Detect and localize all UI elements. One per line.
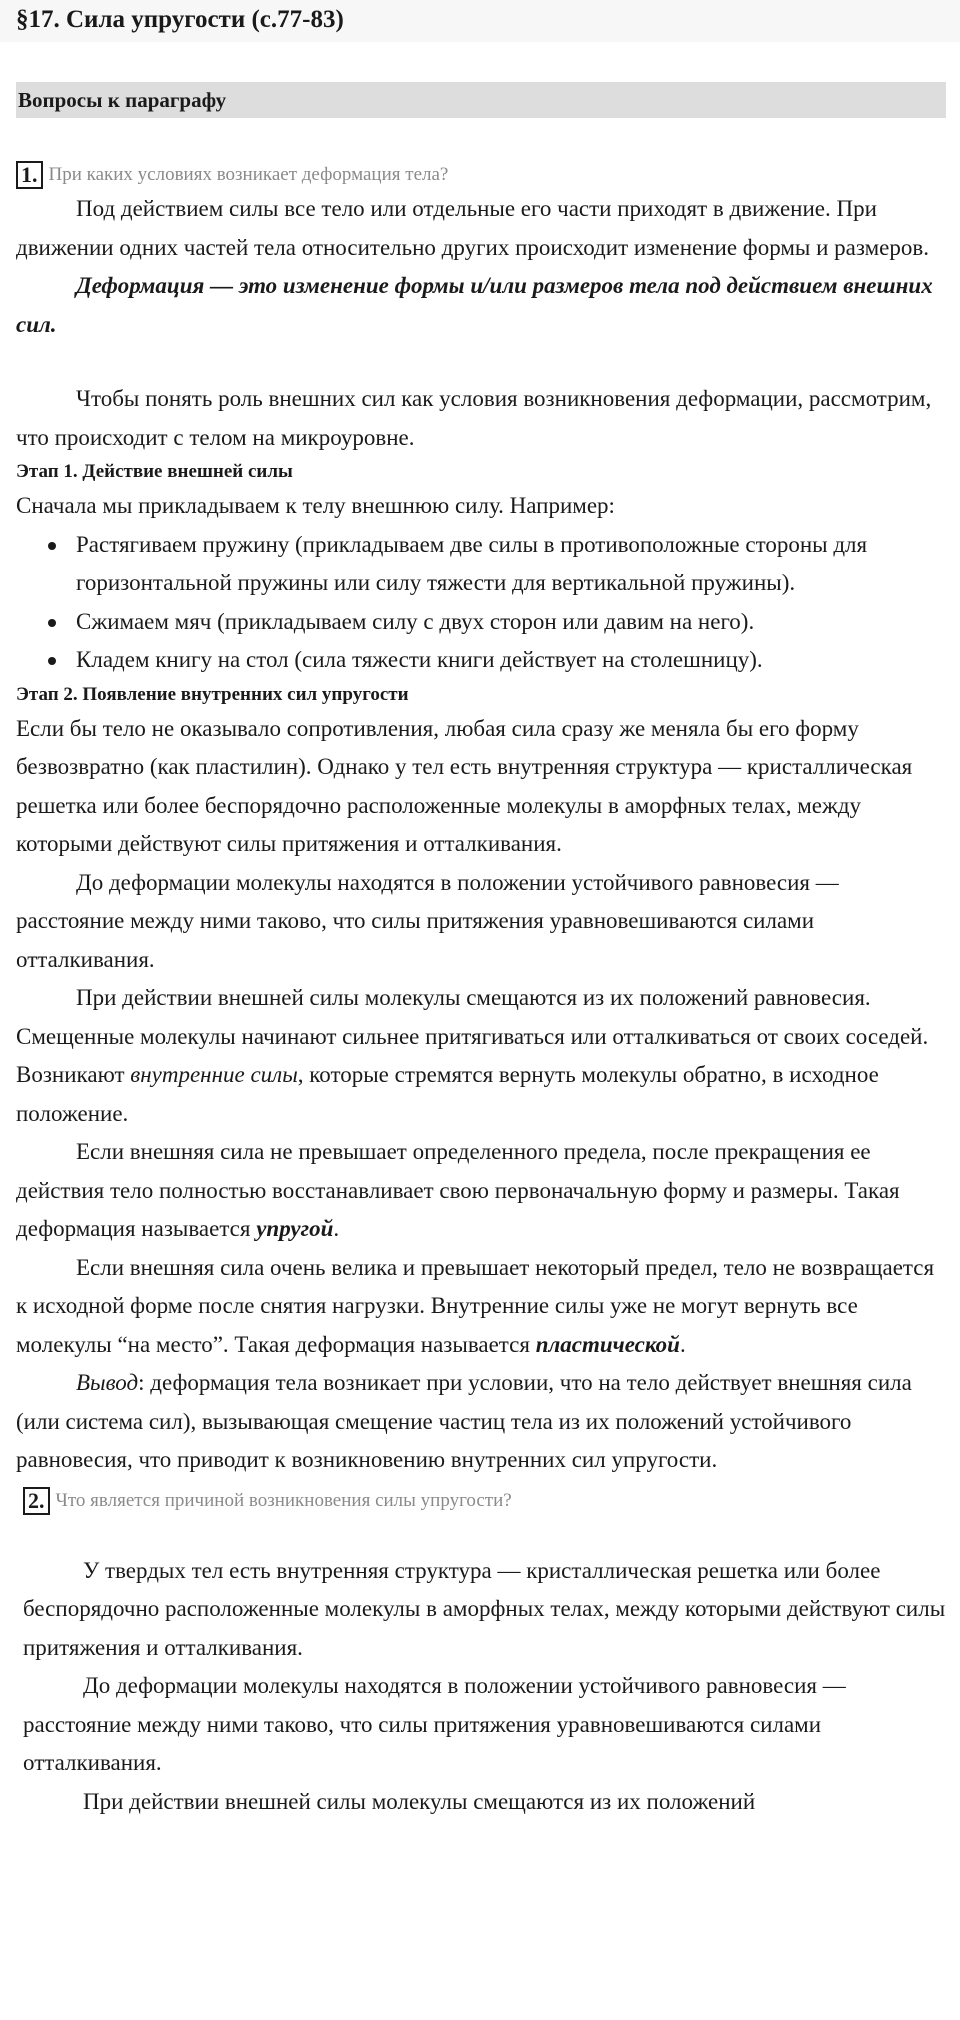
page-title: §17. Сила упругости (с.77-83) [16,6,344,33]
term-emphasis: пластической [535,1331,680,1357]
answer-paragraph: У твердых тел есть внутренняя структура — кристаллическая решетка или более беспорядочно расположенные молекулы в аморфных телах, между которыми действуют силы притяжения и отталкивания. [23,1557,946,1660]
spacer [16,1516,946,1552]
question-number-box: 1. [16,161,43,189]
term-emphasis: упругой [256,1216,334,1241]
text-run: При действии внешней силы молекулы смещаются из их положений равновесия. Смещенные молекулы начинают сильнее притягиваться или отталкиваться от своих соседей. Возникают [16,985,929,1087]
text-run: : деформация тела возникает при условии, что на тело действует внешняя сила (или система сил), вызывающая смещение частиц тела из их положений устойчивого равновесия, что приводит к возникновению внутренних сил упругости. [16,1370,912,1472]
spacer [16,344,946,380]
definition-paragraph: Деформация — это изменение формы и/или размеров тела под действием внешних сил. [16,273,933,337]
title-bar [0,0,960,42]
stage-heading: Этап 2. Появление внутренних сил упругости [16,683,409,705]
list-item: Сжимаем мяч (прикладываем силу с двух сторон или давим на него). [76,603,946,642]
answer-paragraph [16,1133,946,1249]
emphasis: внутренние силы [130,1062,298,1087]
answer-paragraph: Если бы тело не оказывало сопротивления, любая сила сразу же меняла бы его форму безвозвратно (как пластилин). Однако у тел есть внутренняя структура — кристаллическая решетка или более беспорядочно расположенные молекулы в аморфных телах, между которыми действуют силы притяжения и отталкивания. [16,715,913,856]
answer-paragraph [16,1249,946,1365]
answer-paragraph: При действии внешней силы молекулы смещаются из их положений [83,1788,756,1814]
answer-paragraph [16,979,946,1133]
section-header: Вопросы к параграфу [16,82,946,118]
question-text: При каких условиях возникает деформация тела? [48,164,449,185]
stage-heading: Этап 1. Действие внешней силы [16,461,293,482]
text-run: . [333,1216,340,1241]
conclusion-paragraph [16,1364,946,1480]
question-2 [16,1486,946,1516]
text-run: , которые стремятся вернуть молекулы обратно, в исходное положение. [16,1062,879,1126]
answer-paragraph: Чтобы понять роль внешних сил как условия возникновения деформации, рассмотрим, что происходит с телом на микроуровне. [16,386,932,450]
answer-paragraph: До деформации молекулы находятся в положении устойчивого равновесия — расстояние между ними таково, что силы притяжения уравновешиваются силами отталкивания. [23,1673,846,1775]
emphasis: Вывод [76,1370,139,1395]
list-item: Растягиваем пружину (прикладываем две силы в противоположные стороны для горизонтальной пружины или силу тяжести для вертикальной пружины). [76,526,946,603]
answer-paragraph: До деформации молекулы находятся в положении устойчивого равновесия — расстояние между ними таково, что силы притяжения уравновешиваются силами отталкивания. [16,869,839,972]
text-run: . [679,1331,686,1357]
bullet-list [16,526,946,680]
answer-block [16,1552,946,1822]
question-number-box: 2. [23,1487,50,1515]
answer-paragraph: Под действием силы все тело или отдельные его части приходят в движение. При движении одних частей тела относительно других происходит изменение формы и размеров. [16,196,930,260]
list-item: Кладем книгу на стол (сила тяжести книги действует на столешницу). [76,641,946,680]
question-text: Что является причиной возникновения силы упругости? [55,1489,512,1511]
text-run: Если внешняя сила не превышает определенного предела, после прекращения ее действия тело полностью восстанавливает свою первоначальную форму и размеры. Такая деформация называется [16,1139,900,1241]
text-run: Если внешняя сила очень велика и превышает некоторый предел, тело не возвращается к исходной форме после снятия нагрузки. Внутренние силы уже не могут вернуть все молекулы “на место”. Такая деформация называется [16,1254,935,1357]
answer-paragraph: Сначала мы прикладываем к телу внешнюю силу. Например: [16,493,615,518]
question-1 [16,160,946,190]
